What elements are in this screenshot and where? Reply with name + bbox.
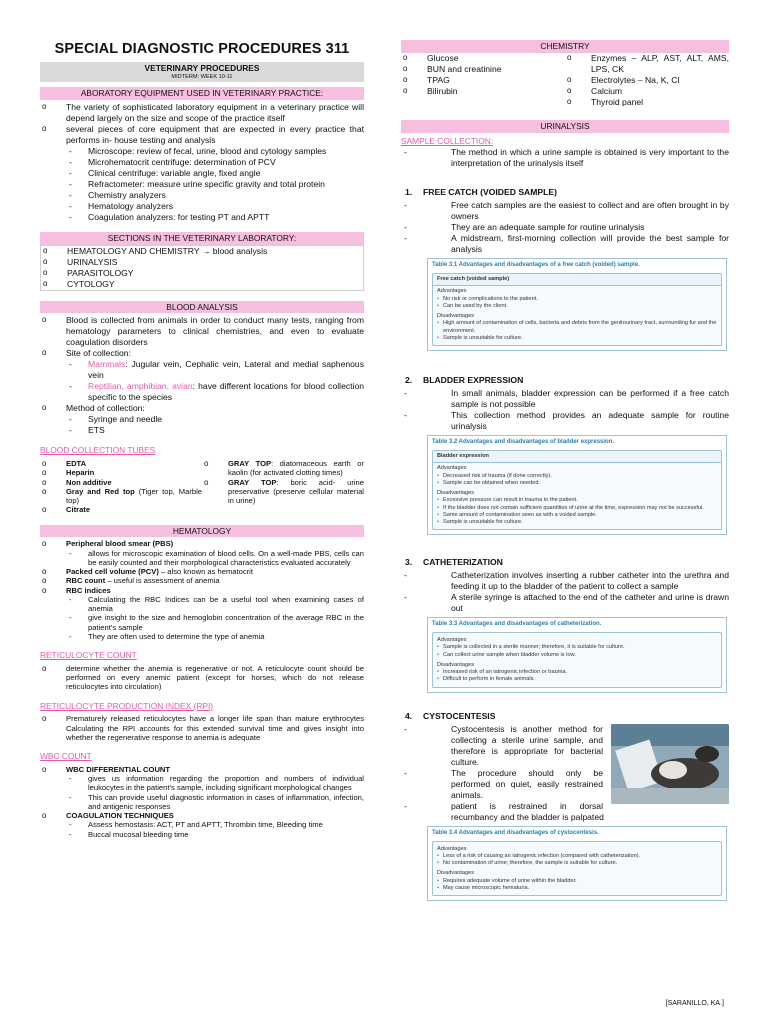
- cystocentesis-table-figure: [427, 826, 727, 901]
- free-catch-item: - Free catch samples are the easiest to collect and are often brought in by owners: [401, 200, 729, 222]
- method-item: - Syringe and needle: [66, 414, 364, 425]
- pcv-label: Packed cell volume (PCV): [66, 567, 159, 577]
- free-catch-table-head: Free catch (voided sample): [433, 274, 721, 286]
- tube-item-bold: Heparin: [66, 468, 95, 478]
- equipment-item: - Microscope: review of fecal, urine, blood and cytology samples: [66, 146, 364, 157]
- free-catch-disadvantage-item: • High amount of contamination of cells, bacteria and debris from the genitourinary tract, surrounding fur and the environment.: [437, 320, 717, 335]
- urinalysis-methods: [401, 187, 729, 901]
- bladder-expression-content: [401, 388, 729, 432]
- tube-item-bold: GRAY TOP: [228, 459, 272, 469]
- method-label: Method of collection:: [66, 403, 145, 414]
- rpi-header: RETICULOCYTE PRODUCTION INDEX (RPI): [40, 700, 214, 711]
- free-catch-list: [401, 200, 729, 255]
- footer-author: [SARANILLO, KA.]: [665, 1000, 724, 1007]
- cystocentesis-item: - Cystocentesis is another method for collecting a sterile urine sample, and therefore is appropriate for bacterial culture.: [401, 724, 729, 768]
- free-catch-title: FREE CATCH (VOIDED SAMPLE): [423, 187, 557, 198]
- blood-tubes-header: BLOOD COLLECTION TUBES: [40, 445, 156, 456]
- cystocentesis-disadvantages-label: Disadvantages: [437, 870, 475, 877]
- catheterization-item: - A sterile syringe is attached to the end of the catheter and urine is drawn out: [401, 592, 729, 614]
- cystocentesis-table-body: [432, 841, 722, 897]
- free-catch-table-figure: [427, 258, 727, 351]
- pcv-text: – also known as hematocrit: [158, 567, 253, 577]
- cystocentesis-disadvantage-item: • May cause microscopic hematuria.: [437, 885, 717, 892]
- free-catch-table-caption: Table 3.1 Advantages and disadvantages of a free catch (voided) sample.: [432, 262, 640, 269]
- rbc-indices-item: [40, 586, 364, 642]
- tube-item: [40, 468, 202, 477]
- lab-section-item: o CYTOLOGY: [41, 279, 363, 290]
- cystocentesis-disadvantage-item: • Requires adequate volume of urine within the bladder.: [437, 878, 717, 885]
- chemistry-item: o Bilirubin: [401, 86, 565, 97]
- free-catch-heading: [401, 187, 729, 198]
- reptilian-text: : have different locations for blood collection specific to the species: [88, 381, 364, 403]
- tube-item-text: (Tiger top, Marble top): [66, 486, 202, 506]
- lab-equipment-header: ABORATORY EQUIPMENT USED IN VETERINARY PRACTICE:: [40, 87, 364, 100]
- equipment-item: - Refractometer: measure urine specific gravity and total protein: [66, 179, 364, 190]
- mammals-label: Mammals: [88, 359, 126, 370]
- wbc-diff-item: - This can provide useful diagnostic information in cases of inflammation, infection, and antigenic responses: [66, 793, 364, 812]
- methods-list: [66, 414, 364, 436]
- page-title: SPECIAL DIAGNOSTIC PROCEDURES 311: [54, 41, 350, 57]
- free-catch-number: 1.: [405, 187, 413, 198]
- equipment-items: [66, 146, 364, 223]
- lab-section-item: o URINALYSIS: [41, 257, 363, 268]
- bladder-expression-disadvantages-label: Disadvantages: [437, 490, 475, 497]
- wbc-diff-items: [66, 774, 364, 811]
- bladder-expression-disadvantage-item: • Sample is unsuitable for culture.: [437, 519, 717, 526]
- cystocentesis-heading: [401, 711, 729, 722]
- free-catch-table-body: [432, 273, 722, 346]
- chemistry-left-list: [401, 53, 565, 97]
- catheterization-list: [401, 570, 729, 614]
- tube-item: [40, 505, 202, 514]
- rbc-count-item: [40, 576, 364, 585]
- lab-equipment-p1: o The variety of sophisticated laboratory equipment in a veterinary practice will depend largely on the size and scope of the practice itself: [40, 102, 364, 124]
- equipment-item: - Hematology analyzers: [66, 201, 364, 212]
- tube-item-text: : diatomaceous earth or kaolin (for activated clotting times): [228, 459, 365, 478]
- left-column: [40, 0, 364, 839]
- hematology-list: [40, 539, 364, 641]
- tube-item: [40, 487, 202, 506]
- cystocentesis-item: - The procedure should only be performed on quiet, easily restrained animals.: [401, 768, 729, 801]
- bladder-expression-disadvantage-item: • Same amount of contamination seen as with a voided sample.: [437, 512, 717, 519]
- chemistry-table: [401, 53, 729, 108]
- pbs-item: [40, 539, 364, 567]
- site-label: Site of collection:: [66, 348, 131, 359]
- reticulocyte-header: RETICULOCYTE COUNT: [40, 650, 137, 661]
- free-catch-advantage-item: • Can be used by the client.: [437, 303, 717, 310]
- cystocentesis-table-caption: Table 3.4 Advantages and disadvantages of cystocentesis.: [432, 829, 599, 836]
- coag-items: [66, 820, 364, 839]
- chemistry-item: o Glucose: [401, 53, 565, 64]
- catheterization-content: [401, 570, 729, 614]
- tube-item-bold: EDTA: [66, 459, 87, 469]
- rpi-text: o Prematurely released reticulocytes have a longer life span than mature erythrocytes Calculating the RPI accounts for this extended survival time and gives insight into whether the regenerative response to anemia is adequate: [40, 714, 364, 742]
- free-catch-item: - A midstream, first-morning collection will provide the best sample for analysis: [401, 233, 729, 255]
- sections-header: SECTIONS IN THE VETERINARY LABORATORY:: [40, 232, 364, 245]
- pcv-item: [40, 567, 364, 576]
- catheterization-number: 3.: [405, 557, 413, 568]
- tube-item-bold: Gray and Red top: [66, 486, 135, 496]
- tube-item-text: : boric acid- urine preservative (preserve cellular material in urine): [228, 477, 364, 506]
- free-catch-disadvantages-label: Disadvantages: [437, 313, 475, 320]
- free-catch-item: - They are an adequate sample for routine urinalysis: [401, 222, 729, 233]
- rbc-count-text: – useful is assessment of anemia: [105, 576, 220, 586]
- lab-section-item: o PARASITOLOGY: [41, 268, 363, 279]
- bladder-expression-list: [401, 388, 729, 432]
- lab-equipment-p2: [40, 124, 364, 223]
- equipment-item: - Chemistry analyzers: [66, 190, 364, 201]
- bladder-expression-heading: [401, 375, 729, 386]
- chemistry-item: o TPAG: [401, 75, 565, 86]
- reptilian-item: [66, 381, 364, 403]
- chemistry-right-list: [565, 53, 729, 108]
- catheterization-advantage-item: • Sample is collected in a sterile manner; therefore, it is suitable for culture.: [437, 644, 717, 651]
- cystocentesis-number: 4.: [405, 710, 413, 721]
- wbc-diff-item: [40, 765, 364, 811]
- cystocentesis-advantage-item: • Less of a risk of causing an iatrogenic infection (compared with catheterization).: [437, 853, 717, 860]
- cystocentesis-title: CYSTOCENTESIS: [423, 710, 496, 721]
- bladder-expression-disadvantage-item: • Excessive pressure can result in trauma to the patient.: [437, 497, 717, 504]
- catheterization-disadvantage-item: • Difficult to perform in female animals.: [437, 676, 717, 683]
- wbc-list: [40, 765, 364, 839]
- blood-tubes-table: [40, 459, 364, 515]
- mammals-item: [66, 359, 364, 381]
- cystocentesis-list: [401, 724, 729, 823]
- sample-collection-text: - The method in which a urine sample is obtained is very important to the interpretation of the urinalysis itself: [401, 147, 729, 169]
- sections-table: [40, 245, 364, 291]
- lab-equipment-list: [40, 102, 364, 223]
- tube-item: [202, 478, 364, 506]
- coag-label: COAGULATION TECHNIQUES: [66, 811, 174, 821]
- catheterization-table-caption: Table 3.3 Advantages and disadvantages of catheterization.: [432, 621, 602, 628]
- bladder-expression-advantage-item: • Decreased risk of trauma (if done correctly).: [437, 473, 717, 480]
- bladder-expression-item: - In small animals, bladder expression can be performed if a free catch sample is not possible: [401, 388, 729, 410]
- chemistry-item: o Calcium: [565, 86, 729, 97]
- reticulocyte-list: [40, 664, 364, 692]
- method-item: - ETS: [66, 425, 364, 436]
- catheterization-table-body: [432, 632, 722, 688]
- cystocentesis-content: [401, 724, 729, 823]
- tubes-right-list: [202, 459, 364, 505]
- coag-item: - Assess hemostasis: ACT, PT and APTT, Thrombin time, Bleeding time: [66, 820, 364, 829]
- catheterization-advantage-item: • Can collect urine sample when bladder volume is low.: [437, 652, 717, 659]
- catheterization-disadvantage-item: • Increased risk of an iatrogenic infection or trauma.: [437, 669, 717, 676]
- tube-item: [202, 459, 364, 478]
- rbc-count-label: RBC count: [66, 576, 106, 586]
- blood-analysis-header: BLOOD ANALYSIS: [40, 301, 364, 314]
- rbc-indices-label: RBC indices: [66, 585, 111, 595]
- mammals-text: : Jugular vein, Cephalic vein, Lateral and medial saphenous vein: [88, 359, 364, 381]
- bladder-expression-table-head: Bladder expression: [433, 451, 721, 463]
- sample-collection-header: SAMPLE COLLECTION:: [401, 135, 494, 146]
- free-catch-advantages-label: Advantages: [437, 288, 467, 295]
- reticulocyte-text: o determine whether the anemia is regenerative or not. A reticulocyte count should be performed on every anemic patient (except for horses, which do not release reticulocytes into circulation): [40, 664, 364, 692]
- cystocentesis-advantages-label: Advantages: [437, 845, 467, 852]
- site-of-collection: [40, 348, 364, 403]
- tube-item-bold: Non additive: [66, 477, 112, 487]
- bladder-expression-item: - This collection method provides an adequate sample for routine urinalysis: [401, 410, 729, 432]
- method-of-collection: [40, 403, 364, 436]
- pbs-label: Peripheral blood smear (PBS): [66, 539, 174, 549]
- tube-item-bold: GRAY TOP: [228, 477, 277, 487]
- bladder-expression-title: BLADDER EXPRESSION: [423, 375, 524, 386]
- wbc-header: WBC COUNT: [40, 751, 92, 762]
- tube-item-bold: Citrate: [66, 505, 91, 515]
- right-column: [401, 0, 729, 901]
- pbs-desc: - allows for microscopic examination of blood cells. On a well-made PBS, cells can be easily counted and their morphological characteristics evaluated accurately: [66, 549, 364, 568]
- wbc-diff-label: WBC DIFFERENTIAL COUNT: [66, 764, 171, 774]
- catheterization-heading: [401, 557, 729, 568]
- free-catch-advantage-item: • No risk or complications to the patient.: [437, 296, 717, 303]
- tubes-left-list: [40, 459, 202, 515]
- chemistry-header: CHEMISTRY: [401, 40, 729, 53]
- chemistry-item: o BUN and creatinine: [401, 64, 565, 75]
- midterm-bar: MIDTERM: WEEK 10-11: [40, 74, 364, 82]
- tube-item: [40, 459, 202, 468]
- catheterization-disadvantages-label: Disadvantages: [437, 661, 475, 668]
- reptilian-label: Reptilian, amphibian, avian: [88, 381, 193, 392]
- free-catch-disadvantage-item: • Sample is unsuitable for culture.: [437, 335, 717, 342]
- chemistry-item: o Thyroid panel: [565, 97, 729, 108]
- tube-item: [40, 478, 202, 487]
- rbc-indices-item: - Calculating the RBC Indices can be a useful tool when examining cases of anemia: [66, 595, 364, 614]
- subtitle-bar: VETERINARY PROCEDURES: [40, 62, 364, 75]
- wbc-diff-item: - gives us information regarding the proportion and numbers of individual leukocytes in the patient’s sample, including significant morphological changes: [66, 774, 364, 793]
- equipment-item: - Coagulation analyzers: for testing PT and APTT: [66, 212, 364, 223]
- rpi-list: [40, 714, 364, 742]
- bladder-expression-table-caption: Table 3.2 Advantages and disadvantages of bladder expression.: [432, 439, 615, 446]
- catheterization-advantages-label: Advantages: [437, 637, 467, 644]
- indices-list: [66, 595, 364, 641]
- bladder-expression-table-figure: [427, 435, 727, 535]
- lab-section-item: o HEMATOLOGY AND CHEMISTRY → blood analysis: [41, 246, 363, 257]
- chemistry-item: o Electrolytes – Na, K, Cl: [565, 75, 729, 86]
- catheterization-table-figure: [427, 617, 727, 692]
- sections-list: [41, 246, 363, 290]
- catheterization-title: CATHETERIZATION: [423, 557, 503, 568]
- bladder-expression-advantage-item: • Sample can be obtained when needed.: [437, 480, 717, 487]
- free-catch-content: [401, 200, 729, 255]
- sample-collection-list: [401, 147, 729, 169]
- hematology-header: HEMATOLOGY: [40, 525, 364, 538]
- coag-item: [40, 811, 364, 839]
- equipment-item: - Microhematocrit centrifuge: determination of PCV: [66, 157, 364, 168]
- equipment-item: - Clinical centrifuge: variable angle, fixed angle: [66, 168, 364, 179]
- lab-equipment-p2-text: several pieces of core equipment that are expected in every practice that performs in- house testing and analysis: [66, 123, 364, 145]
- bladder-expression-advantages-label: Advantages: [437, 465, 467, 472]
- bladder-expression-number: 2.: [405, 375, 413, 386]
- coag-item: - Buccal mucosal bleeding time: [66, 830, 364, 839]
- rbc-indices-item: - give insight to the size and hemoglobin concentration of the average RBC in the patient’s sample: [66, 613, 364, 632]
- bladder-expression-table-body: [432, 450, 722, 530]
- catheterization-item: - Catheterization involves inserting a rubber catheter into the urethra and feeding it up to the bladder of the patient to collect a sample: [401, 570, 729, 592]
- rbc-indices-item: - They are often used to determine the type of anemia: [66, 632, 364, 641]
- blood-analysis-list: [40, 315, 364, 436]
- cystocentesis-advantage-item: • No contamination of urine; therefore, the sample is suitable for culture.: [437, 860, 717, 867]
- blood-analysis-p1: o Blood is collected from animals in order to conduct many tests, ranging from hematology parameters to clinical chemistries, and even to evaluate coagulation disorders: [40, 315, 364, 348]
- chemistry-item: o Enzymes – ALP, AST, ALT, AMS, LPS, CK: [565, 53, 729, 75]
- cystocentesis-item: - patient is restrained in dorsal recumbancy and the bladder is palpated: [401, 801, 729, 823]
- bladder-expression-disadvantage-item: • If the bladder does not contain sufficient quantities of urine at the time, expression may not be successful.: [437, 505, 717, 512]
- urinalysis-header: URINALYSIS: [401, 120, 729, 133]
